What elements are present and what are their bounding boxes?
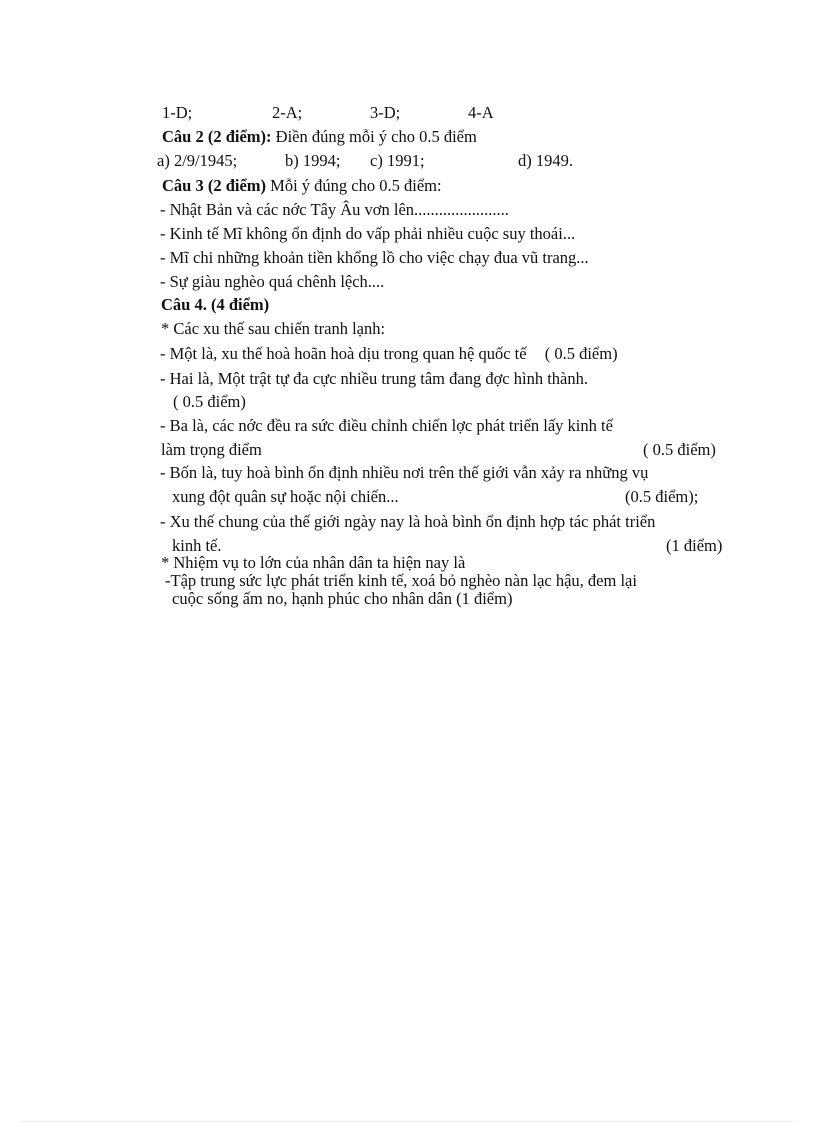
q2-answer-b: b) 1994; [285, 151, 341, 170]
q4-item-5-score: (1 điểm) [666, 536, 723, 555]
q2-heading: Câu 2 (2 điểm): [162, 127, 272, 146]
q4-intro: * Các xu thế sau chiến tranh lạnh: [161, 319, 386, 338]
q4-item-3-score: ( 0.5 điểm) [643, 440, 716, 459]
q4-item-2-text: - Hai là, Một trật tự đa cực nhiều trung tâm đang đợc hình thành. [160, 369, 589, 388]
q4-item-1-score: ( 0.5 điểm) [544, 344, 618, 363]
q1-answer-3: 3-D; [370, 103, 401, 122]
q4-task-heading: * Nhiệm vụ to lớn của nhân dân ta hiện nay là [161, 553, 466, 572]
q4-item-4-line-2: xung đột quân sự hoặc nội chiến... [172, 487, 399, 506]
q3-heading: Câu 3 (2 điểm) [162, 176, 267, 195]
q2-answer-d: d) 1949. [518, 151, 573, 170]
q1-answer-1: 1-D; [162, 103, 193, 122]
q2-instruction: Điền đúng mỗi ý cho 0.5 điểm [275, 127, 477, 146]
q2-answers [157, 151, 597, 171]
q2-header [162, 127, 477, 147]
q4-item-3-line-2: làm trọng điểm [161, 440, 262, 459]
q4-item-3-line-1: - Ba là, các nớc đều ra sức điều chỉnh chiến lợc phát triển lấy kinh tế [160, 416, 613, 435]
q2-answer-c: c) 1991; [370, 151, 425, 170]
q4-item-2-score: ( 0.5 điểm) [173, 392, 246, 411]
q4-item-5-line-1: - Xu thế chung của thế giới ngày nay là hoà bình ổn định hợp tác phát triển [160, 512, 656, 531]
q3-point-4: - Sự giàu nghèo quá chênh lệch.... [160, 272, 385, 291]
q4-item-1 [160, 344, 618, 364]
page-bottom-rule [20, 1121, 796, 1122]
q1-answer-4: 4-A [468, 103, 494, 122]
q1-answers [162, 103, 522, 123]
q4-task-line-1: -Tập trung sức lực phát triển kinh tế, xoá bỏ nghèo nàn lạc hậu, đem lại [165, 571, 637, 590]
q4-item-4-line-1: - Bốn là, tuy hoà bình ổn định nhiều nơi trên thế giới vẫn xảy ra những vụ [160, 463, 649, 482]
q4-task-line-2: cuộc sống ấm no, hạnh phúc cho nhân dân (1 điểm) [172, 589, 513, 608]
q4-item-4-score: (0.5 điểm); [625, 487, 699, 506]
q4-item-5-line-2: kinh tế. [172, 536, 222, 555]
q3-header [162, 176, 442, 196]
q3-instruction: Mỗi ý đúng cho 0.5 điểm: [270, 176, 442, 195]
q4-heading: Câu 4. (4 điểm) [161, 295, 270, 314]
q3-point-3: - Mĩ chi những khoản tiền khổng lồ cho việc chạy đua vũ trang... [160, 248, 589, 267]
q2-answer-a: a) 2/9/1945; [157, 151, 238, 170]
q3-point-1: - Nhật Bản và các nớc Tây Âu vơn lên....................... [160, 200, 509, 219]
q4-item-1-text: - Một là, xu thế hoà hoãn hoà dịu trong quan hệ quốc tế [160, 344, 527, 363]
q1-answer-2: 2-A; [272, 103, 303, 122]
q3-point-2: - Kinh tế Mĩ không ổn định do vấp phải nhiều cuộc suy thoái... [160, 224, 576, 243]
